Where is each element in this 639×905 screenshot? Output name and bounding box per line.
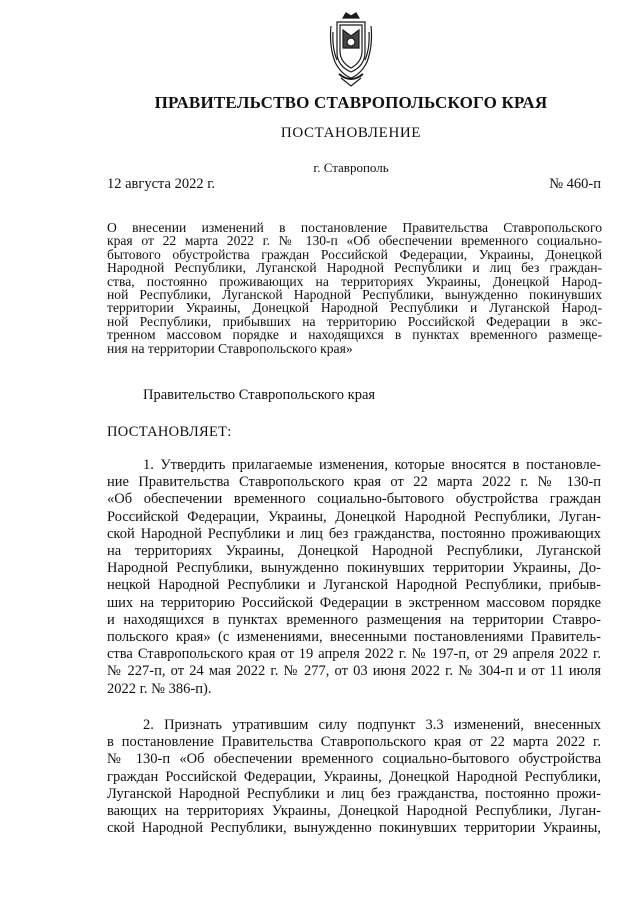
paragraph-line: Луганской Народной Республики и лиц без гражданства, постоянно прожи- xyxy=(107,785,601,802)
paragraph-line: ние Правительства Ставропольского края от 22 марта 2022 г. № 130-п xyxy=(107,474,601,491)
paragraph-line: 2022 г. № 386-п). xyxy=(107,680,212,697)
paragraph-2 xyxy=(107,717,601,837)
city-line: г. Ставрополь xyxy=(313,160,389,175)
paragraph-line: вающих на территориях Украины, Донецкой Народной Республики, Луган- xyxy=(107,803,601,820)
document-number: № 460-п xyxy=(549,176,601,192)
paragraph-line: «Об обеспечении временного социально-бытового обустройства граждан xyxy=(107,491,601,508)
paragraph-line: польского края» (с изменениями, внесенными постановлениями Правитель- xyxy=(107,629,601,646)
stavropol-coat-of-arms-icon xyxy=(327,12,375,88)
issuing-authority: Правительство Ставропольского края xyxy=(143,387,376,403)
paragraph-line: Российской Федерации, Украины, Донецкой Народной Республики, Луган- xyxy=(107,508,601,525)
document-date: 12 августа 2022 г. xyxy=(107,176,216,192)
subject-line: ния на территории Ставропольского края» xyxy=(107,340,353,356)
paragraph-line: нецкой Народной Республики и Луганской Народной Республики, прибыв- xyxy=(107,577,601,594)
paragraph-1 xyxy=(107,457,601,698)
subject-line: бытового обустройства граждан Российской Федерации, Украины, Донецкой xyxy=(107,246,602,262)
paragraph-line: 1. Утвердить прилагаемые изменения, которые вносятся в постановле- xyxy=(143,457,601,473)
paragraph-line: ших на территорию Российской Федерации в экстренном массовом порядке xyxy=(107,594,601,611)
paragraph-line: ства Ставропольского края от 19 апреля 2022 г. № 197-п, от 29 апреля 2022 г. xyxy=(107,646,601,663)
paragraph-line: № 227-п, от 24 мая 2022 г. № 277, от 03 июня 2022 г. № 304-п и от 11 июля xyxy=(107,663,601,680)
paragraph-line: Народной Республики, вынужденно покинувших территории Украины, До- xyxy=(107,560,601,577)
paragraph-line: ской Народной Республики, вынужденно покинувших территории Украины, xyxy=(107,820,601,837)
paragraph-line: граждан Российской Федерации, Украины, Донецкой Народной Республики, xyxy=(107,768,601,785)
subject-line: О внесении изменений в постановление Правительства Ставропольского xyxy=(107,220,602,235)
document-type: ПОСТАНОВЛЕНИЕ xyxy=(280,125,422,141)
subject-line: территории Украины, Донецкой Народной Республики и Луганской Народ- xyxy=(107,300,602,316)
paragraph-line: на территориях Украины, Донецкой Народной Республики, Луганской xyxy=(107,543,601,560)
paragraph-line: и находящихся в пунктах временного размещения на территории Ставро- xyxy=(107,611,601,628)
paragraph-line: № 130-п «Об обеспечении временного социально-бытового обустройства xyxy=(107,751,601,768)
subject-line: ной Республики, прибывших на территорию Российской Федерации в экс- xyxy=(107,313,602,329)
decree-word: ПОСТАНОВЛЯЕТ: xyxy=(107,424,232,440)
subject-line: тренном массовом порядке и находящихся в пунктах временного размеще- xyxy=(107,327,602,343)
paragraph-line: 2. Признать утратившим силу подпункт 3.3 изменений, внесенных xyxy=(143,717,601,733)
government-title: ПРАВИТЕЛЬСТВО СТАВРОПОЛЬСКОГО КРАЯ xyxy=(154,93,548,112)
subject-line: Народной Республики, Луганской Народной Республики и лиц без граждан- xyxy=(107,260,602,276)
subject-block xyxy=(107,221,602,355)
subject-line: ной Республики, Луганской Народной Республики, вынужденно покинувших xyxy=(107,287,602,303)
subject-line: ства, постоянно проживающих на территориях Украины, Донецкой Народ- xyxy=(107,273,602,289)
paragraph-line: в постановление Правительства Ставропольского края от 22 марта 2022 г. xyxy=(107,734,601,751)
subject-line: края от 22 марта 2022 г. № 130-п «Об обеспечении временного социально- xyxy=(107,233,602,249)
paragraph-line: ской Народной Республики и лиц без гражданства, постоянно проживающих xyxy=(107,525,601,542)
